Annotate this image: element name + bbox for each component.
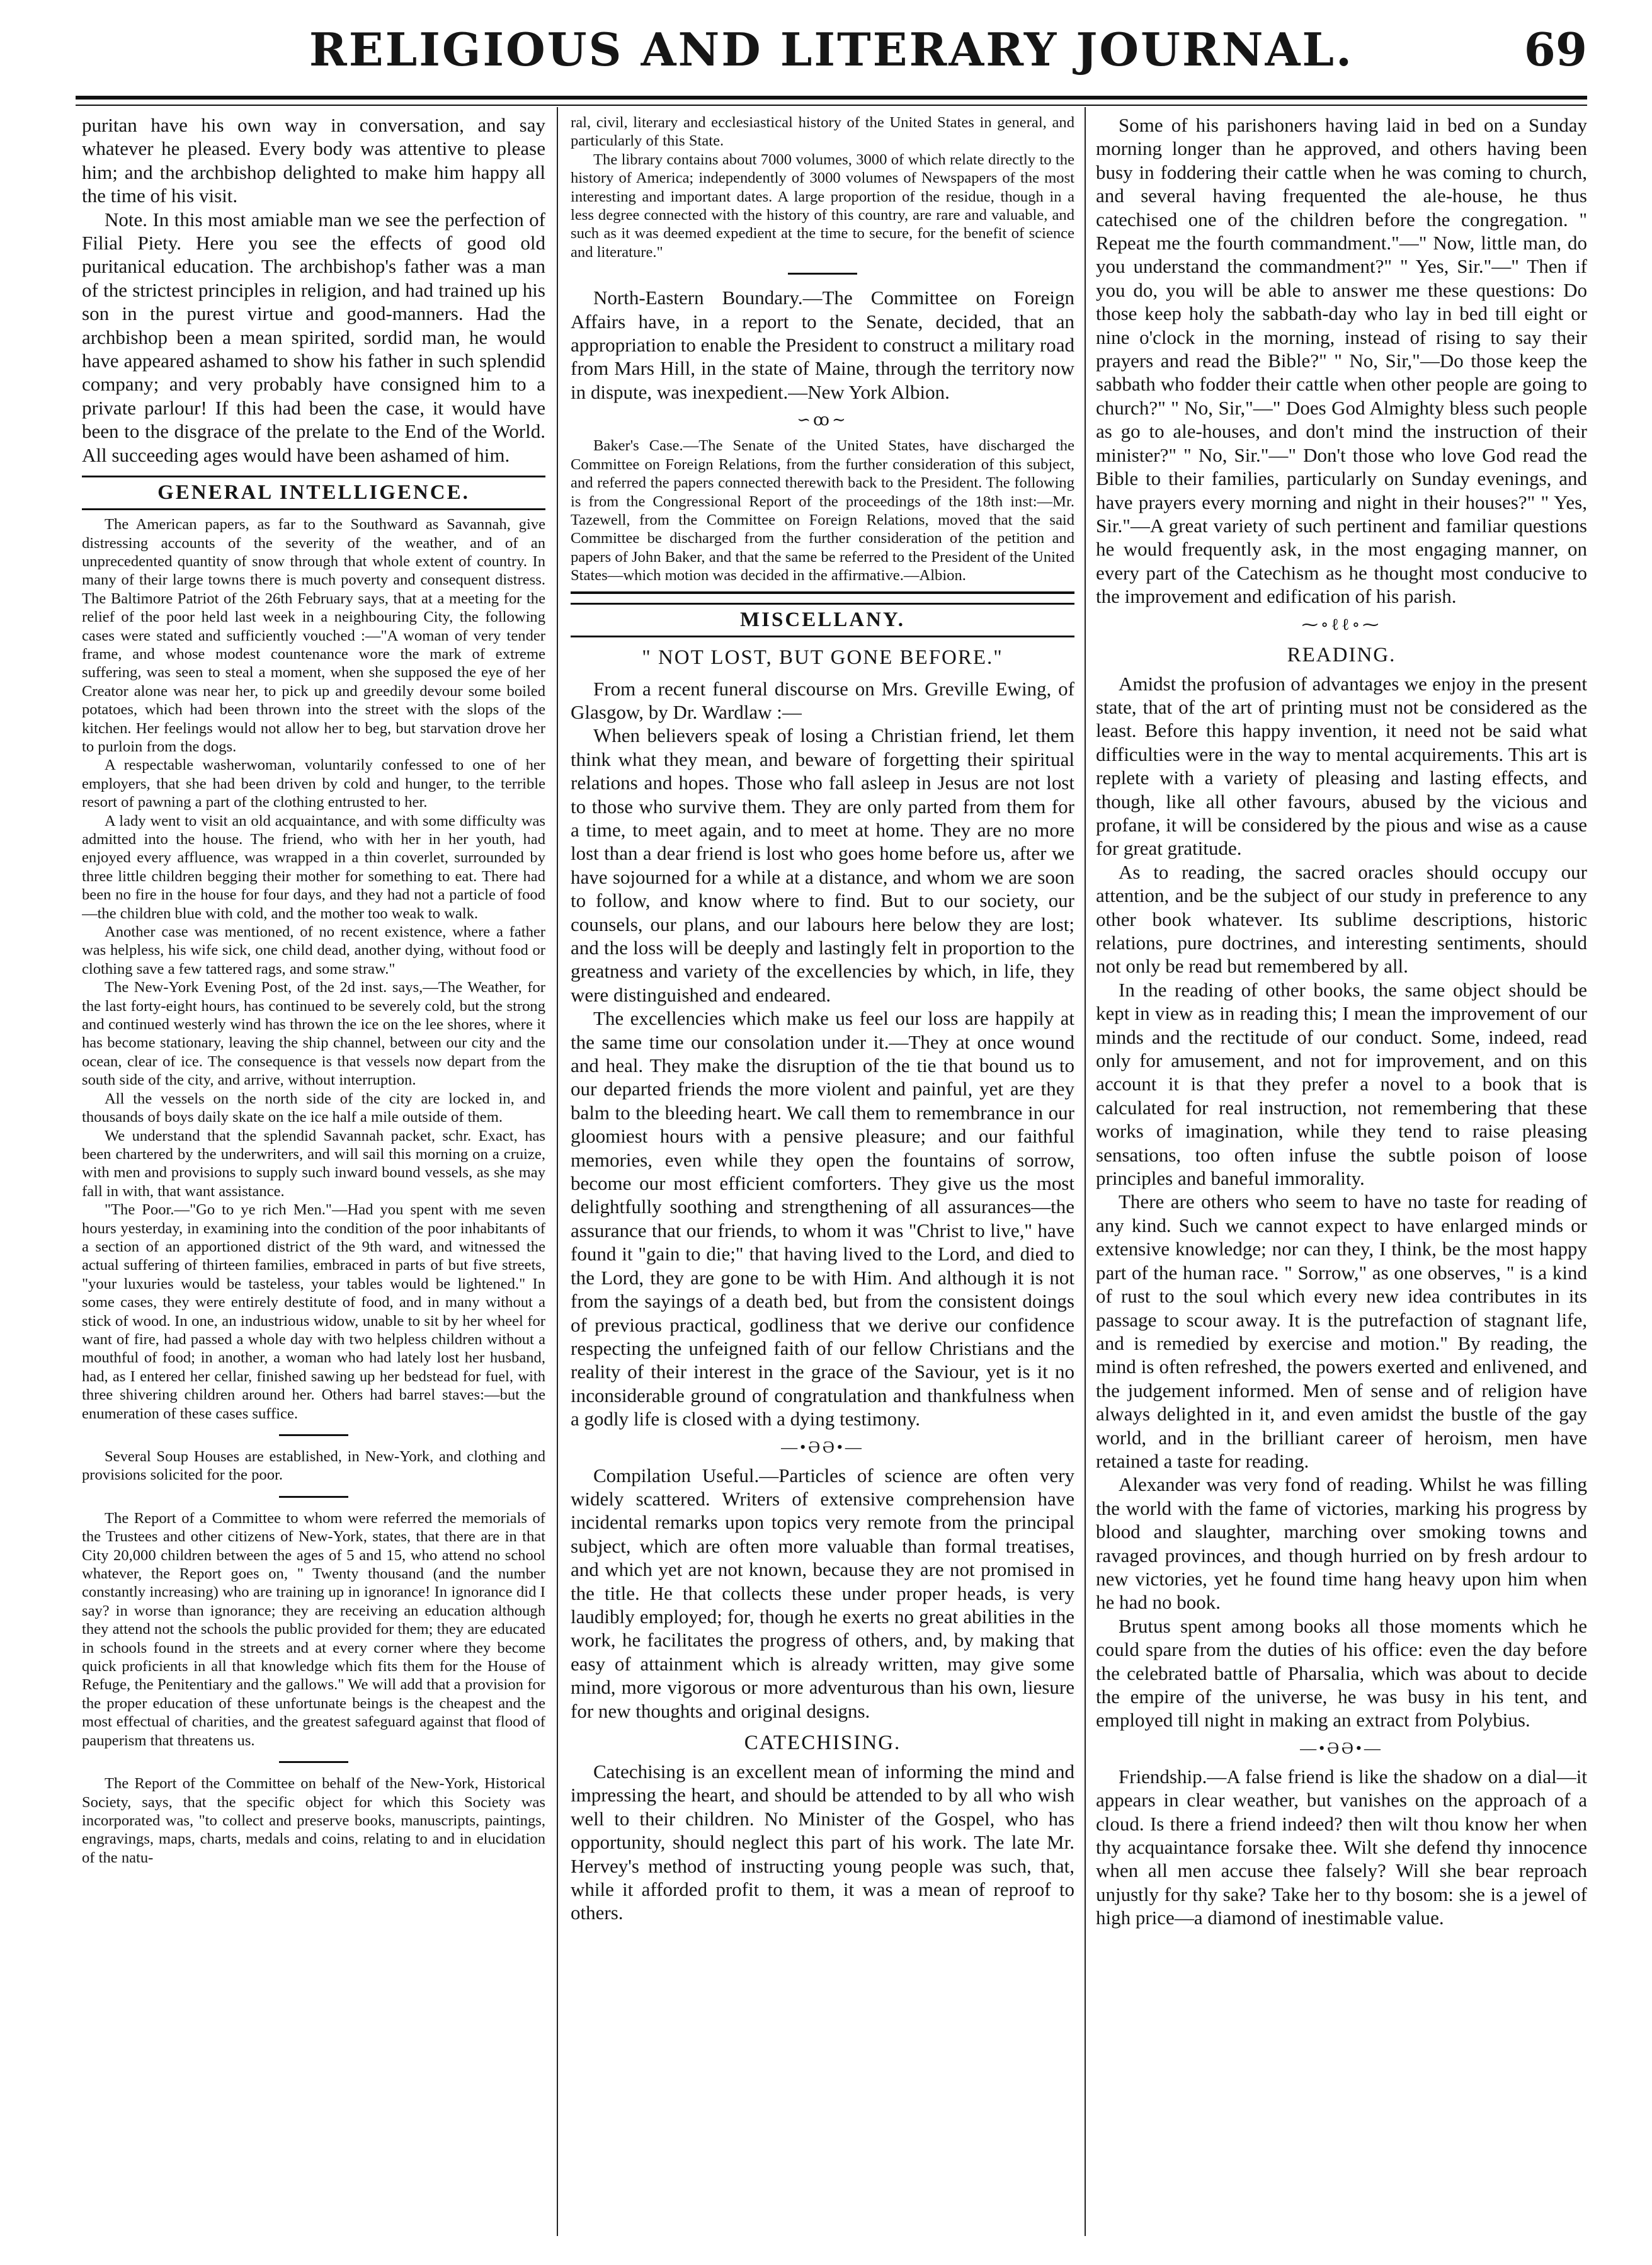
article-paragraph: When believers speak of losing a Christian friend, let them think what they mean, and beware of forgetting their spiritual relations and hopes. Those who fall asleep in Jesus are not lost to those who survive them. They are only parted from them for a time, to meet again, and to meet at home. They are no more lost than a dear friend is lost who goes home before us, after we have sojourned for a while at a distance, and whom we are soon to follow, and know where to find. But to our society, our counsels, our plans, and our labours here below they are lost; and the loss will be deeply and lastingly felt in proportion to the greatness and variety of the excellencies by which, in life, they were distinguished and endeared. — [571, 724, 1074, 1006]
article-paragraph: puritan have his own way in conversation, and say whatever he pleased. Every body was attentive to please him; and the archbishop delighted to make him happy all the time of his visit. — [82, 114, 545, 207]
article-paragraph: Alexander was very fond of reading. Whilst he was filling the world with the fame of victories, marking his progress by blood and slaughter, marching over smoking towns and ravaged provinces, and though hurried on by fresh ardour to new victories, yet he found time hang heavy upon him when he had no book. — [1096, 1473, 1587, 1614]
article-paragraph: Amidst the profusion of advantages we enjoy in the present state, that of the art of printing must not be considered as the least. Before this happy invention, it need not be said what difficulties were in the way to mental acquirements. This art is replete with a variety of pleasing and lasting effects, and though, like all other favours, abused by the vicious and profane, it will be considered by the pious and wise as a cause for great gratitude. — [1096, 672, 1587, 860]
running-head — [76, 11, 1587, 87]
separator-rule — [788, 273, 857, 275]
article-title-not-lost: " NOT LOST, BUT GONE BEFORE." — [642, 646, 1003, 669]
article-paragraph: Compilation Useful.—Particles of science are often very widely scattered. Writers of extensive comprehension have incidental remarks upon topics very remote from the principal subject, which are often more valuable than formal treatises, and which yet are not known, because they are not promised in the title. He that collects these under proper heads, is very laudibly employed; for, though he exerts no great abilities in the work, he facilitates the progress of others, and, by making that easy of attainment which is already written, may give some mind, more vigorous or more adventurous than his own, liesure for new thoughts and original designs. — [571, 1464, 1074, 1722]
head-rule-thin — [76, 105, 1587, 106]
news-paragraph: Baker's Case.—The Senate of the United States, have discharged the Committee on Foreign Relations, from the further consideration of this subject, and referred the papers connected therewith back to the President. The following is from the Congressional Report of the proceedings of the 18th inst:—Mr. Tazewell, from the Committee on Foreign Relations, moved that the said Committee be discharged from the further consideration of the petition and papers of John Baker, and that the same be referred to the President of the United States—which motion was decided in the affirmative.—Albion. — [571, 437, 1074, 585]
article-paragraph: Note. In this most amiable man we see the perfection of Filial Piety. Here you see the effects of good old puritanical education. The archbishop's father was a man of the strictest principles in religion, and had trained up his son in the purest virtue and good-manners. Had the archbishop been a mean spirited, sordid man, he would have appeared ashamed to show his father in such splendid company; and very probably have consigned him to a private parlour! If this had been the case, it would have been to the disgrace of the prelate to the End of the World. All succeeding ages would have been ashamed of him. — [82, 208, 545, 466]
separator-rule — [279, 1434, 348, 1436]
news-paragraph: We understand that the splendid Savannah packet, schr. Exact, has been chartered by the underwriters, and will sail this morning on a cruize, with men and provisions to supply such inward bound vessels, as she may fall in with, that want assistance. — [82, 1127, 545, 1200]
article-paragraph: Brutus spent among books all those moments which he could spare from the duties of his office: even the day before the celebrated battle of Pharsalia, which was about to decide the empire of the universe, he was busy in his tent, and employed till night in making an extract from Polybius. — [1096, 1614, 1587, 1732]
news-paragraph: The Report of the Committee on behalf of the New-York, Historical Society, says, that the specific object for which this Society was incorporated was, "to collect and preserve books, manuscripts, paintings, engravings, maps, charts, medals and coins, relating to and in elucidation of the natu- — [82, 1775, 545, 1866]
article-paragraph: From a recent funeral discourse on Mrs. Greville Ewing, of Glasgow, by Dr. Wardlaw :— — [571, 677, 1074, 723]
article-paragraph: The excellencies which make us feel our loss are happily at the same time our consolation under it.—They at once wound and heal. They make the disruption of the tie that bound us to our departed friends the more violent and painful, yet are they balm to the bleeding heart. We call them to remembrance in our gloomiest hours with a pensive pleasure; and our faithful memories, even while they open the fountains of sorrow, become our most efficient comforters. They give us the most delightfully soothing and strengthening of all assurances—the assurance that our friends, to whom it was "Christ to live," have found it "gain to die;" that having lived to the Lord, and died to the Lord, they are gone to be with Him. And although it is not from the sayings of a death bed, but from the consistent doings of previous practical, godliness that we derive our confidence respecting the unfeigned faith of our fellow Christians and the reality of their interest in the grace of the Saviour, yet is it no inconsiderable ground of congratulation and thankfulness when a godly life is closed with a dying testimony. — [571, 1007, 1074, 1430]
double-rule — [571, 591, 1074, 594]
news-paragraph: "The Poor.—"Go to ye rich Men."—Had you spent with me seven hours yesterday, in examining into the condition of the poor inhabitants of a section of an apportioned district of the 9th ward, and witnessed the actual suffering of thirteen families, embraced in parts of but five streets, "your luxuries would be tasteless, your tables would be lightened." In some cases, they were entirely destitute of food, and in many without a stick of wood. In one, an industrious widow, unable to sit by her wheel for want of fire, had passed a whole day with two helpless children without a mouthful of food; in another, a woman who had lately lost her husband, had, as I entered her cellar, finished sawing up her bedstead for fuel, with three shivering children around her. Others had barrel staves:—but the enumeration of these cases suffice. — [82, 1201, 545, 1422]
head-rule-thick — [76, 96, 1587, 100]
news-paragraph: The American papers, as far to the Southward as Savannah, give distressing accounts of the severity of the weather, and of an unprecedented quantity of snow through that whole extent of country. In many of their large towns there is much poverty and consequent distress. The Baltimore Patriot of the 26th February says, that at a meeting for the relief of the poor held last week in a neighbouring City, the following cases were stated and sufficiently vouched :—"A woman of very tender frame, and whose modest countenance wore the mark of extreme suffering, was seen to steal a moment, when she supposed the eye of her Creator alone was near her, to pick up and greedily devour some boiled potatoes, which had been thrown into the street with the slops of the kitchen. Her feelings would not allow her to beg, but starvation drove her to purloin from the dogs. — [82, 516, 545, 755]
separator-rule — [279, 1761, 348, 1763]
column-1 — [82, 113, 545, 2242]
news-paragraph: The library contains about 7000 volumes, 3000 of which relate directly to the history of America; independently of 3000 volumes of Newspapers of the most interesting and important dates. A large proportion of the residue, though in a less degree connected with the history of this country, are rare and valuable, and such as it was deemed expedient at the time to secure, for the benefit of science and literature." — [571, 151, 1074, 261]
column-rule-1 — [557, 107, 558, 2236]
news-paragraph: ral, civil, literary and ecclesiastical history of the United States in general, and particularly of this State. — [571, 114, 1074, 150]
running-title: RELIGIOUS AND LITERARY JOURNAL. — [309, 23, 1354, 76]
article-paragraph: Friendship.—A false friend is like the shadow on a dial—it appears in clear weather, but vanishes on the approach of a cloud. Is there a friend indeed? then wilt thou know her when thy acquaintance forsake thee. Wilt she defend thy innocence when all men accuse thee falsely? Will she bear reproach unjustly for thy sake? Take her to thy bosom: she is a jewel of high price—a diamond of inestimable value. — [1096, 1765, 1587, 1929]
column-2 — [571, 113, 1074, 2242]
ornament-separator: —•ƏƏ•— — [1300, 1738, 1383, 1757]
news-paragraph: The Report of a Committee to whom were referred the memorials of the Trustees and other citizens of New-York, states, that there are in that City 20,000 children between the ages of 5 and 15, who attend no school whatever, the Report goes on, " Twenty thousand (and the number constantly increasing) who are training up in ignorance! In ignorance did I say? in worse than ignorance; they are receiving an education although they attend not the schools the public provided for them; they are educated in schools found in the streets and at every corner where they become quick proficients in all that knowledge which fits them for the House of Refuge, the Penitentiary and the gallows." We will add that a provision for the proper education of these unfortunate beings is the cheapest and the most effectual of charities, and the greatest safeguard against that flood of pauperism that threatens us. — [82, 1509, 545, 1749]
ornament-separator: —•ƏƏ•— — [781, 1437, 864, 1456]
news-paragraph: Another case was mentioned, of no recent existence, where a father was helpless, his wife sick, one child dead, another dying, without food or clothing save a few tattered rags, and some straw." — [82, 923, 545, 978]
news-paragraph: The New-York Evening Post, of the 2d inst. says,—The Weather, for the last forty-eight hours, has continued to be severely cold, but the strong and continued westerly wind has thrown the ice on the lee shores, where it has become stationary, leaving the ship channel, between our city and the ocean, clear of ice. The consequence is that vessels now depart from the south side of the city, and arrive, without interruption. — [82, 979, 545, 1089]
article-title-catechising: CATECHISING. — [744, 1732, 901, 1754]
section-heading-miscellany: MISCELLANY. — [571, 603, 1074, 637]
news-paragraph: North-Eastern Boundary.—The Committee on Foreign Affairs have, in a report to the Senate, decided, that an appropriation to enable the President to construct a military road from Mars Hill, in the state of Maine, through the territory now in dispute, was inexpedient.—New York Albion. — [571, 287, 1074, 403]
article-paragraph: As to reading, the sacred oracles should occupy our attention, and be the subject of our study in preference to any other book whatever. Its sublime descriptions, historic relations, pure doctrines, and interesting sentiments, should not only be read but remembered by all. — [1096, 860, 1587, 978]
news-paragraph: Several Soup Houses are established, in New-York, and clothing and provisions solicited for the poor. — [82, 1448, 545, 1484]
section-heading-general-intelligence: GENERAL INTELLIGENCE. — [82, 476, 545, 510]
column-3 — [1096, 113, 1587, 2242]
separator-rule — [279, 1496, 348, 1498]
ornament-separator: ∽ꝏ∼ — [797, 411, 848, 430]
ornament-separator: ⁓∘ℓℓ∘⁓ — [1301, 615, 1382, 634]
news-paragraph: A lady went to visit an old acquaintance, and with some difficulty was admitted into the house. The friend, who with her in her youth, had enjoyed every affluence, was wrapped in a thin coverlet, surrounded by three little children begging their mother for something to eat. There had been no fire in the house for four days, and they had not a particle of food—the children blue with cold, and the mother too weak to walk. — [82, 812, 545, 922]
article-paragraph: There are others who seem to have no taste for reading of any kind. Such we cannot expect to have enlarged minds or extensive knowledge; nor can they, I think, be the most happy part of the human race. " Sorrow," as one observes, " is a kind of rust to the soul which every new idea contributes in its passage to scour away. It is the putrefaction of stagnant life, and is remedied by exercise and motion." By reading, the mind is often refreshed, the powers exerted and enlivened, and the judgement informed. Men of sense and of religion have always delighted in it, and even amidst the bustle of the gay world, and in the brilliant career of heroism, men have retained a taste for reading. — [1096, 1190, 1587, 1472]
article-paragraph: Some of his parishoners having laid in bed on a Sunday morning longer than he approved, and others having been busy in foddering their cattle when he was coming to church, and several having frequented the ale-house, he thus catechised one of the children before the congregation. " Repeat me the fourth commandment."—" Now, little man, do you understand the commandment?" " Yes, Sir."—" Then if you do, you will be able to answer me these questions: Do those keep holy the sabbath-day who lay in bed till eight or nine o'clock in the morning, instead of rising to say their prayers and read the Bible?" " No, Sir,"—Do those keep the sabbath who fodder their cattle when other people are going to church?" " No, Sir,"—" Does God Almighty bless such people as go to ale-houses, and don't mind the instruction of their minister?" " No, Sir."—" Don't those who love God read the Bible to their families, particularly on Sunday evenings, and have prayers every morning and night in their houses?" " Yes, Sir."—A great variety of such pertinent and familiar questions he would frequently ask, in the most engaging manner, on every part of the Catechism as he thought most conducive to the improvement and edification of his parish. — [1096, 114, 1587, 608]
column-rule-2 — [1085, 107, 1086, 2236]
page-number: 69 — [1524, 23, 1587, 76]
news-paragraph: A respectable washerwoman, voluntarily confessed to one of her employers, that she had been driven by cold and hunger, to the terrible resort of pawning a part of the clothing entrusted to her. — [82, 756, 545, 811]
article-paragraph: In the reading of other books, the same object should be kept in view as in reading this; I mean the improvement of our minds and the rectitude of our conduct. Some, indeed, read only for amusement, and not for improvement, and on this account it is that they prefer a novel to a book that is calculated for real instruction, not remembering that these works of imagination, while they tend to raise pleasing sensations, too often infuse the subtle poison of loose principles and baneful immorality. — [1096, 978, 1587, 1190]
article-title-reading: READING. — [1287, 643, 1396, 666]
article-paragraph: Catechising is an excellent mean of informing the mind and impressing the heart, and should be attended to by all who wish well to their children. No Minister of the Gospel, who has opportunity, should neglect this part of his work. The late Mr. Hervey's method of instructing young people was such, that, while it afforded profit to them, it was a mean of reproof to others. — [571, 1760, 1074, 1924]
news-paragraph: All the vessels on the north side of the city are locked in, and thousands of boys daily skate on the ice half a mile outside of them. — [82, 1090, 545, 1126]
